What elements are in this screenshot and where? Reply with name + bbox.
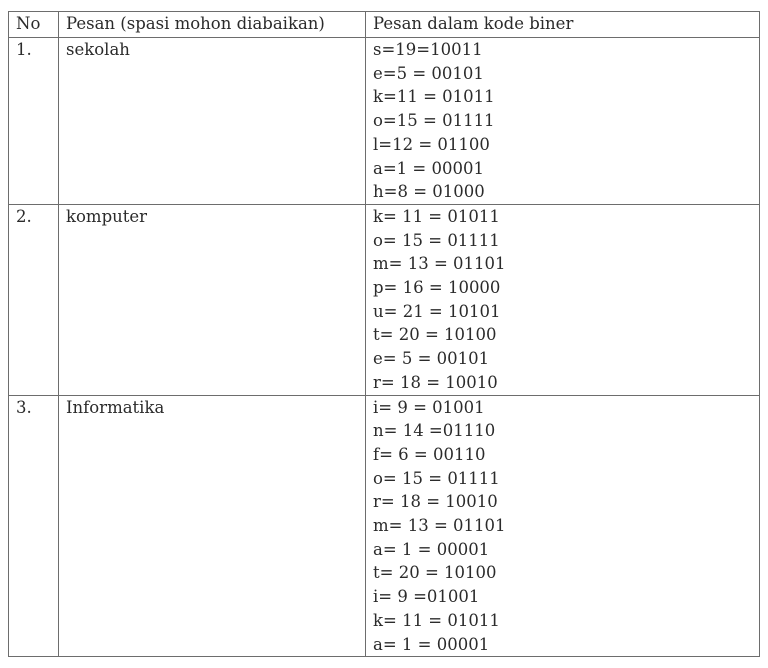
table-header-row — [9, 12, 760, 38]
binary-line: o= 15 = 01111 — [373, 230, 500, 250]
row-message: komputer — [59, 204, 366, 395]
binary-line: u= 21 = 10101 — [373, 301, 501, 321]
binary-line: i= 9 = 01001 — [373, 397, 485, 417]
binary-line: a=1 = 00001 — [373, 158, 484, 178]
row-number: 3. — [9, 395, 59, 657]
binary-line: t= 20 = 10100 — [373, 563, 497, 583]
binary-code-table — [8, 11, 760, 657]
binary-line: n= 14 =01110 — [373, 421, 496, 441]
binary-line: e=5 = 00101 — [373, 63, 484, 83]
row-message: sekolah — [59, 38, 366, 205]
binary-line: r= 18 = 10010 — [373, 492, 498, 512]
binary-line: p= 16 = 10000 — [373, 278, 501, 298]
header-binary: Pesan dalam kode biner — [366, 12, 760, 38]
binary-line: l=12 = 01100 — [373, 134, 490, 154]
header-no: No — [9, 12, 59, 38]
table-row — [9, 204, 760, 395]
binary-line: h=8 = 01000 — [373, 182, 485, 202]
row-binary-cell — [366, 395, 760, 657]
row-message: Informatika — [59, 395, 366, 657]
binary-line: o= 15 = 01111 — [373, 468, 500, 488]
binary-line: i= 9 =01001 — [373, 587, 480, 607]
binary-line: m= 13 = 01101 — [373, 254, 506, 274]
row-binary-cell — [366, 38, 760, 205]
table-row — [9, 38, 760, 205]
binary-line: a= 1 = 00001 — [373, 539, 490, 559]
row-number: 2. — [9, 204, 59, 395]
row-number: 1. — [9, 38, 59, 205]
binary-line: r= 18 = 10010 — [373, 372, 498, 392]
binary-line: a= 1 = 00001 — [373, 634, 490, 654]
table-row — [9, 395, 760, 657]
binary-line: k= 11 = 01011 — [373, 610, 500, 630]
binary-line: f= 6 = 00110 — [373, 444, 486, 464]
binary-line: k=11 = 01011 — [373, 87, 495, 107]
header-message: Pesan (spasi mohon diabaikan) — [59, 12, 366, 38]
binary-line: e= 5 = 00101 — [373, 349, 490, 369]
binary-line: t= 20 = 10100 — [373, 325, 497, 345]
binary-line: o=15 = 01111 — [373, 111, 495, 131]
binary-line: m= 13 = 01101 — [373, 516, 506, 536]
row-binary-cell — [366, 204, 760, 395]
binary-line: s=19=10011 — [373, 40, 483, 59]
binary-line: k= 11 = 01011 — [373, 206, 500, 226]
